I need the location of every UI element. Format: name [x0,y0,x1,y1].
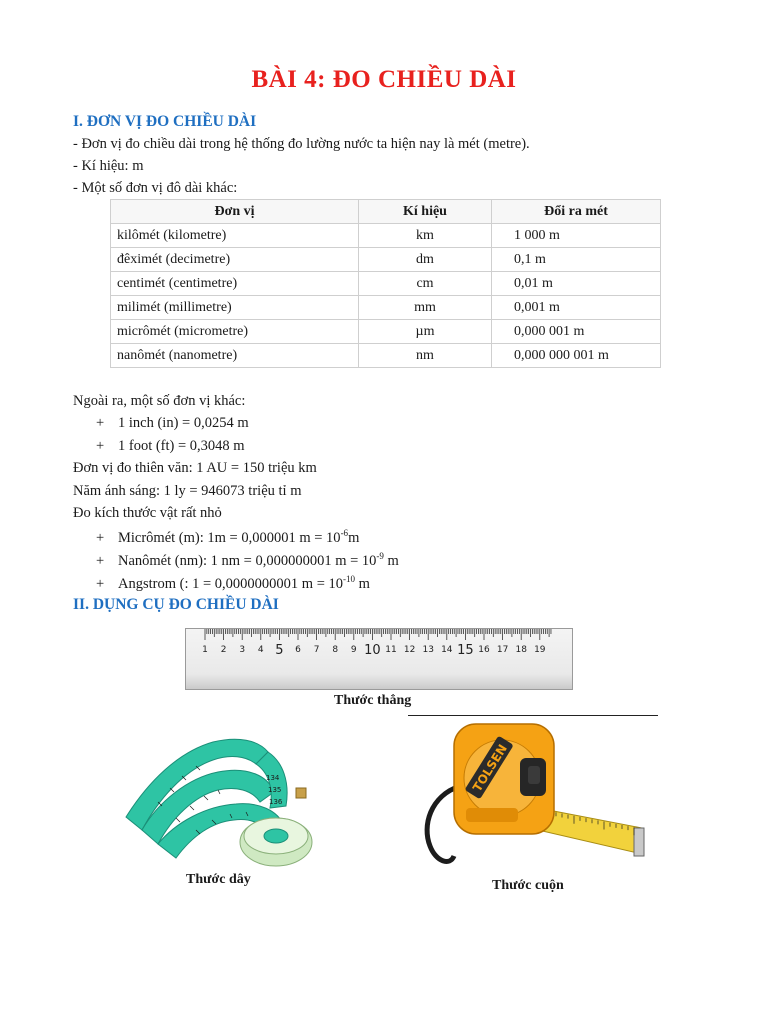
bullet-nanometre [96,551,399,570]
text-line-other-units: - Một số đơn vị đô dài khác: [73,180,238,196]
ruler-number: 18 [515,645,527,655]
table-cell-symbol: dm [359,248,492,272]
table-cell-unit: micrômét (micrometre) [111,320,359,344]
measuring-tape-image [118,722,328,870]
text-line-astronomical-unit: Đơn vị đo thiên văn: 1 AU = 150 triệu km [73,460,317,476]
text-line-light-year: Năm ánh sáng: 1 ly = 946073 triệu tỉ m [73,483,302,499]
ruler-number: 12 [403,645,416,655]
ruler-number: 17 [496,645,509,655]
bullet-micrometre [96,528,359,547]
ruler-number: 10 [364,643,381,658]
table-header-row [111,200,661,224]
reel-tape-measure-image [420,716,655,876]
table-cell-conversion: 0,000 001 m [492,320,661,344]
table-header-symbol: Kí hiệu [359,200,492,224]
tape-number: 136 [269,798,283,806]
table-cell-unit: nanômét (nanometre) [111,344,359,368]
ruler-number: 3 [239,645,246,655]
table-cell-unit: centimét (centimetre) [111,272,359,296]
table-cell-conversion: 0,001 m [492,296,661,320]
caption-measuring-tape: Thước dây [186,872,251,887]
page-title: BÀI 4: ĐO CHIỀU DÀI [251,66,517,93]
tape-number: 135 [268,786,282,794]
unit-text: m [355,576,370,592]
exponent: -9 [376,551,384,561]
ruler-number: 19 [534,645,546,655]
table-row [111,272,661,296]
bullet-angstrom [96,574,370,593]
text-line-unit-definition: - Đơn vị đo chiều dài trong hệ thống đo lường nước ta hiện nay là mét (metre). [73,136,530,152]
bullet-text: Nanômét (nm): 1 nm = 0,000000001 m = 10 [118,553,377,569]
section-heading-tools: II. DỤNG CỤ ĐO CHIỀU DÀI [73,596,279,613]
exponent: -6 [340,528,349,538]
section-heading-units: I. ĐƠN VỊ ĐO CHIỀU DÀI [73,113,257,130]
ruler-number: 13 [422,645,434,655]
table-cell-symbol: µm [359,320,492,344]
caption-straight-ruler: Thước thẳng [334,693,412,708]
ruler-body [186,629,573,690]
ruler-number: 14 [441,645,453,655]
text-line-other-units-intro: Ngoài ra, một số đơn vị khác: [73,393,246,409]
table-row [111,224,661,248]
bullet-foot [96,438,245,455]
table-cell-conversion: 0,01 m [492,272,661,296]
bullet-mark: + [96,530,105,546]
tape-number: 134 [266,774,280,782]
bullet-text: Micrômét (m): 1m = 0,000001 m = 10 [118,530,341,546]
unit-text: m [383,553,399,569]
bullet-mark: + [96,415,105,431]
table-cell-unit: kilômét (kilometre) [111,224,359,248]
caption-reel-tape: Thước cuộn [492,878,564,893]
table-row [111,320,661,344]
table-cell-symbol: cm [359,272,492,296]
text-line-symbol: - Kí hiệu: m [73,158,144,174]
table-cell-conversion: 1 000 m [492,224,661,248]
bullet-mark: + [96,438,105,454]
ruler-number: 7 [313,645,320,655]
table-row [111,344,661,368]
unit-text: m [348,530,360,546]
ruler-number: 2 [220,645,227,655]
table-cell-unit: milimét (millimetre) [111,296,359,320]
table-cell-unit: đêximét (decimetre) [111,248,359,272]
ruler-number: 8 [332,645,339,655]
bullet-text: Angstrom (: 1 = 0,0000000001 m = 10 [118,576,343,592]
table-row [111,248,661,272]
table-header-conversion: Đổi ra mét [492,200,661,224]
ruler-number: 16 [478,645,490,655]
bullet-mark: + [96,576,105,592]
table-cell-symbol: nm [359,344,492,368]
brand-logo-text: TOLSEN [470,741,510,795]
exponent: -10 [343,574,355,584]
ruler-number: 9 [350,645,357,655]
table-row [111,296,661,320]
text-line-small-objects: Đo kích thước vật rất nhỏ [73,505,222,521]
bullet-text: 1 inch (in) = 0,0254 m [118,415,249,431]
ruler-number: 15 [457,643,474,658]
straight-ruler-image [185,628,573,690]
table-cell-symbol: mm [359,296,492,320]
table-header-unit: Đơn vị [111,200,359,224]
bullet-inch [96,415,249,432]
table-cell-conversion: 0,1 m [492,248,661,272]
bullet-mark: + [96,553,105,569]
table-cell-conversion: 0,000 000 001 m [492,344,661,368]
ruler-number: 4 [257,645,264,655]
ruler-number: 11 [385,645,397,655]
bullet-text: 1 foot (ft) = 0,3048 m [118,438,245,454]
units-table [110,199,661,368]
table-cell-symbol: km [359,224,492,248]
ruler-number: 5 [275,643,284,658]
ruler-number: 1 [202,645,208,655]
ruler-number: 6 [295,645,301,655]
